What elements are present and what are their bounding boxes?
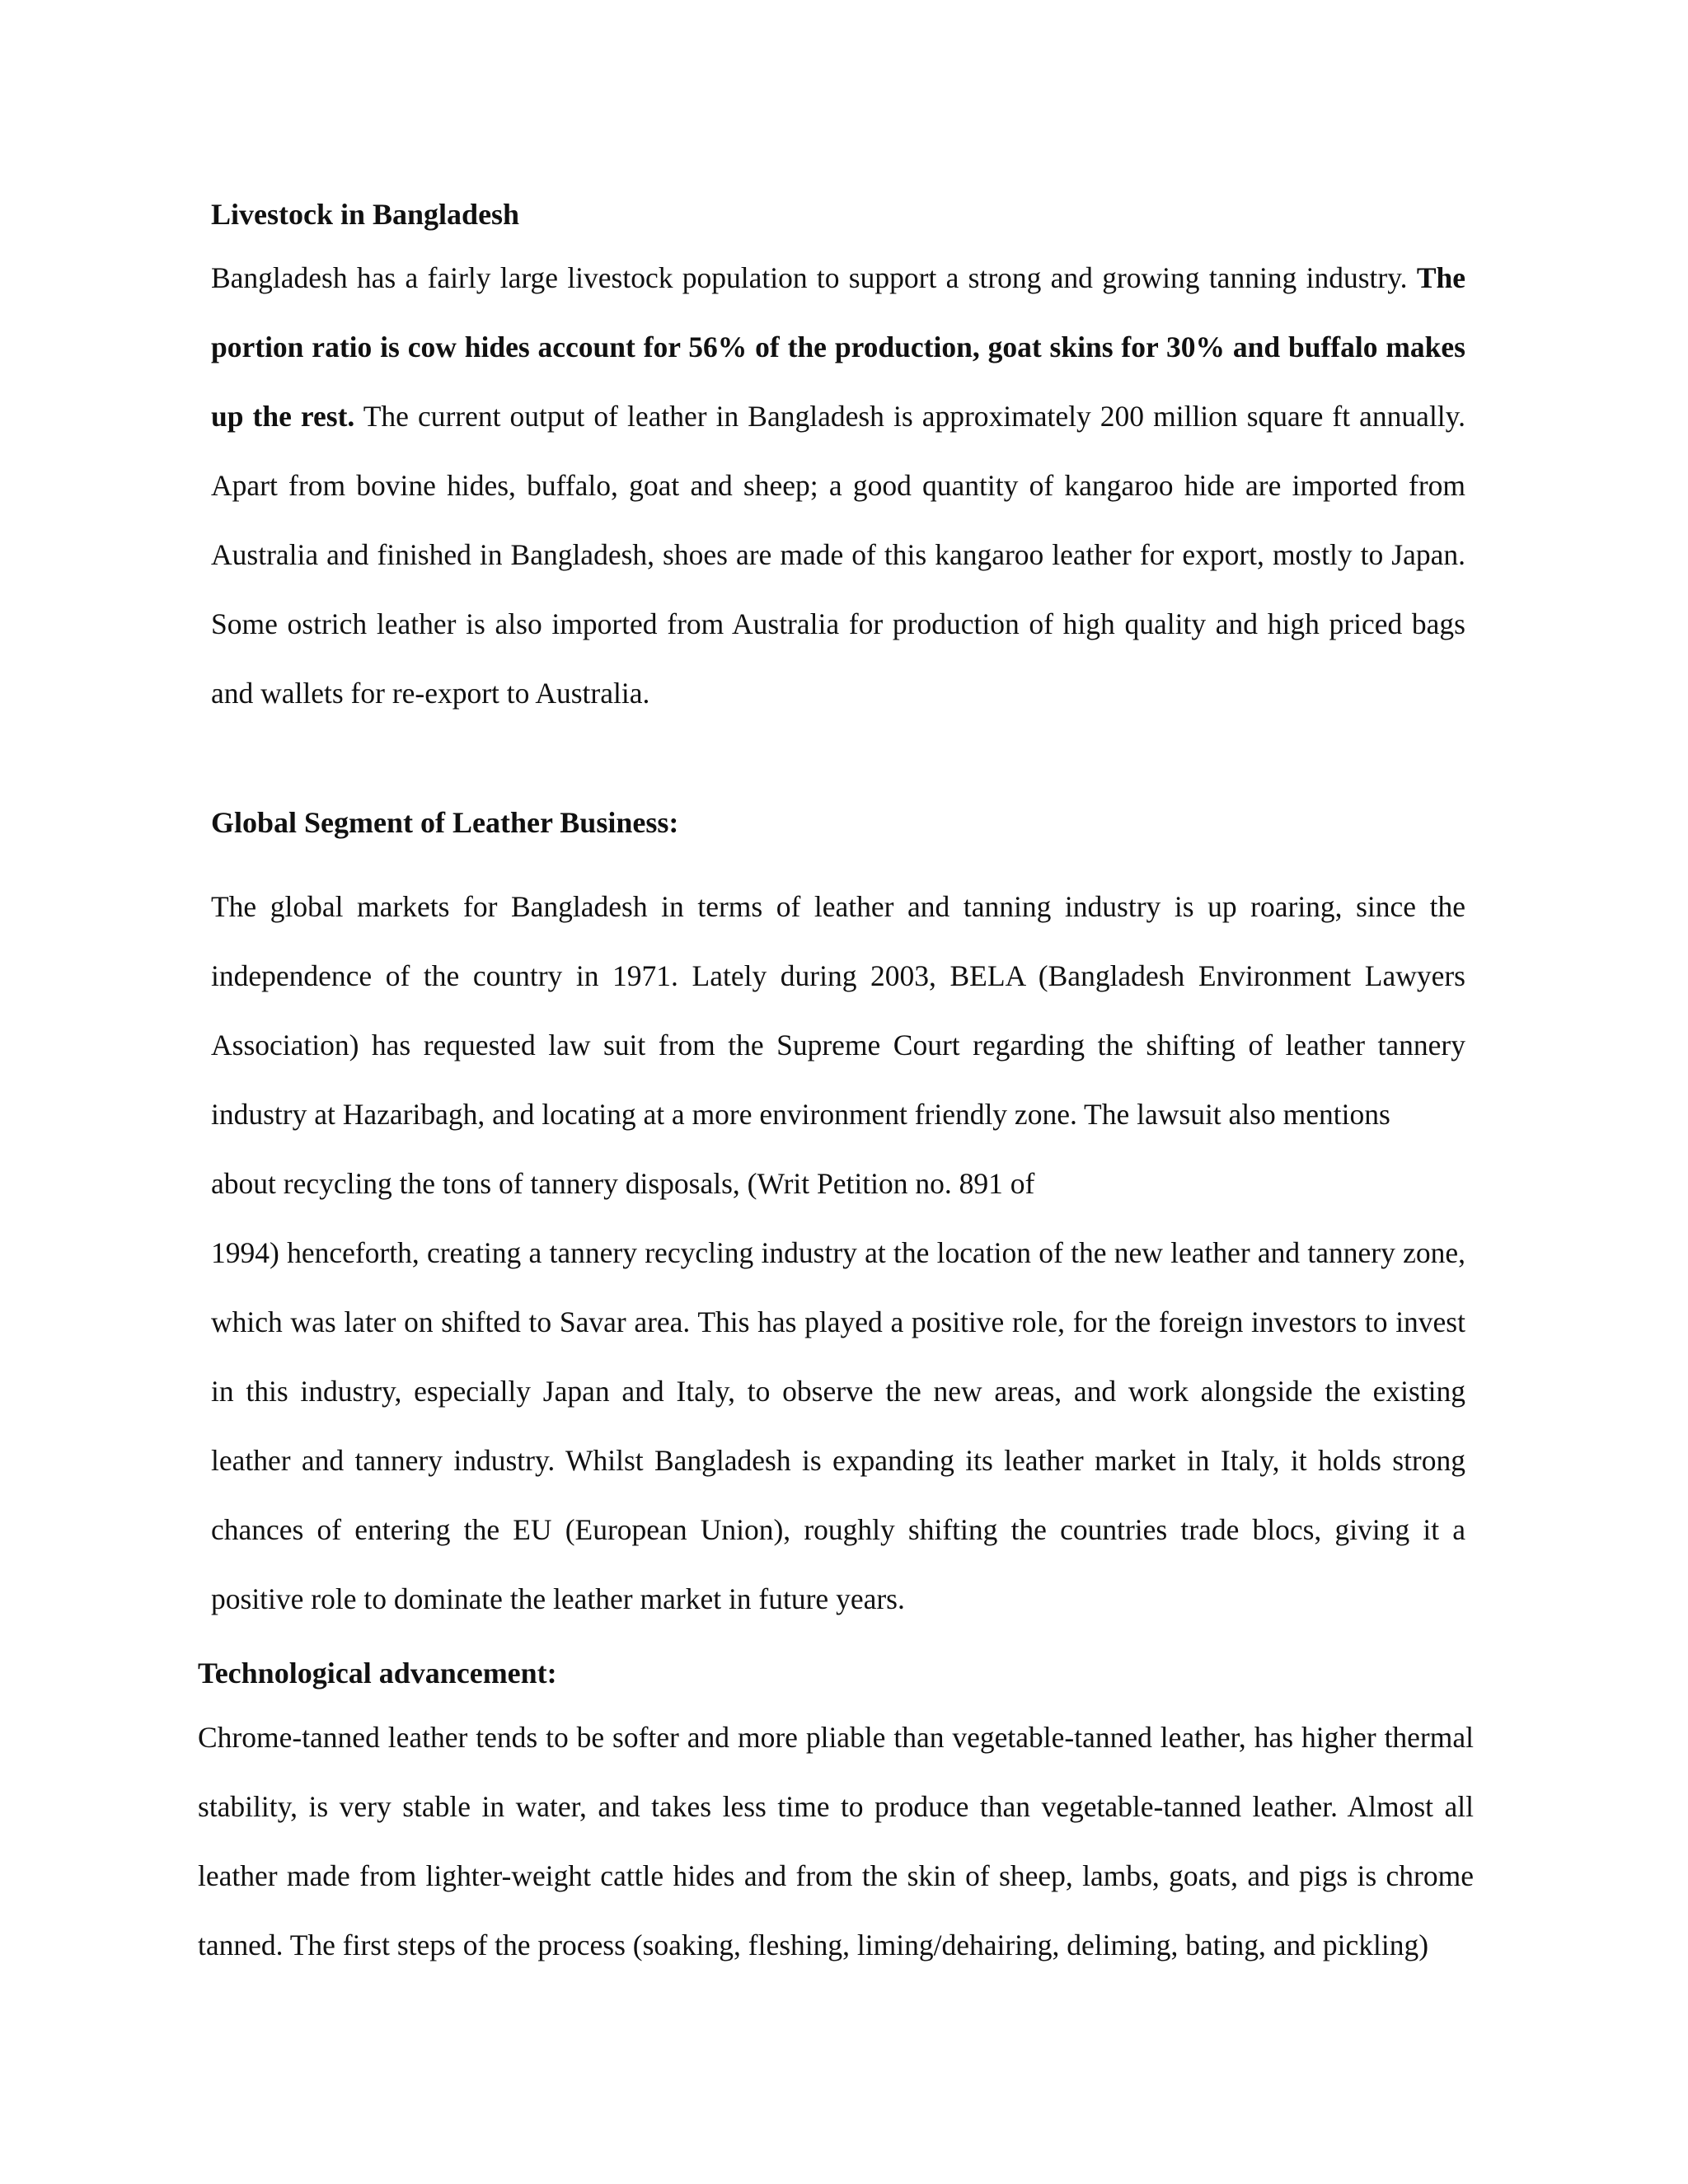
- global-paragraph-line5: about recycling the tons of tannery disposals, (Writ Petition no. 891 of: [211, 1167, 1035, 1200]
- section-heading-global: Global Segment of Leather Business:: [211, 806, 679, 839]
- section-heading-livestock: Livestock in Bangladesh: [211, 198, 520, 231]
- livestock-text-rest: The current output of leather in Bangladesh is approximately 200 million square ft annually. Apart from bovine hides, buffalo, goat and sheep; a good quantity of kangaroo hide are imported from Australia and finished in Bangladesh, shoes are made of this kangaroo leather for export, mostly to Japan. Some ostrich leather is also imported from Australia for production of high quality and high priced bags and wallets for re-export to Australia.: [211, 400, 1465, 710]
- livestock-paragraph: [211, 243, 1465, 728]
- technological-paragraph: Chrome-tanned leather tends to be softer and more pliable than vegetable-tanned leather, has higher thermal stability, is very stable in water, and takes less time to produce than vegetable-tanned leather. Almost all leather made from lighter-weight cattle hides and from the skin of sheep, lambs, goats, and pigs is chrome tanned. The first steps of the process (soaking, fleshing, liming/dehairing, deliming, bating, and pickling): [198, 1721, 1474, 1961]
- livestock-text-intro: Bangladesh has a fairly large livestock population to support a strong and growing tanning industry.: [211, 261, 1417, 294]
- global-paragraph-part1: The global markets for Bangladesh in terms of leather and tanning industry is up roaring, since the independence of the country in 1971. Lately during 2003, BELA (Bangladesh Environment Lawyers Association) has requested law suit from the Supreme Court regarding the shifting of leather tannery industry at Hazaribagh, and locating at a more environment friendly zone. The lawsuit also mentions: [211, 890, 1465, 1131]
- livestock-ratio-bold: The portion ratio is cow hides account for 56% of the production, goat skins for 30% and buffalo makes up the rest.: [211, 261, 1465, 433]
- global-paragraph-part2: 1994) henceforth, creating a tannery recycling industry at the location of the new leather and tannery zone, which was later on shifted to Savar area. This has played a positive role, for the foreign investors to invest in this industry, especially Japan and Italy, to observe the new areas, and work alongside the existing leather and tannery industry. Whilst Bangladesh is expanding its leather market in Italy, it holds strong chances of entering the EU (European Union), roughly shifting the countries trade blocs, giving it a positive role to dominate the leather market in future years.: [211, 1236, 1465, 1615]
- section-heading-technological: Technological advancement:: [198, 1657, 557, 1690]
